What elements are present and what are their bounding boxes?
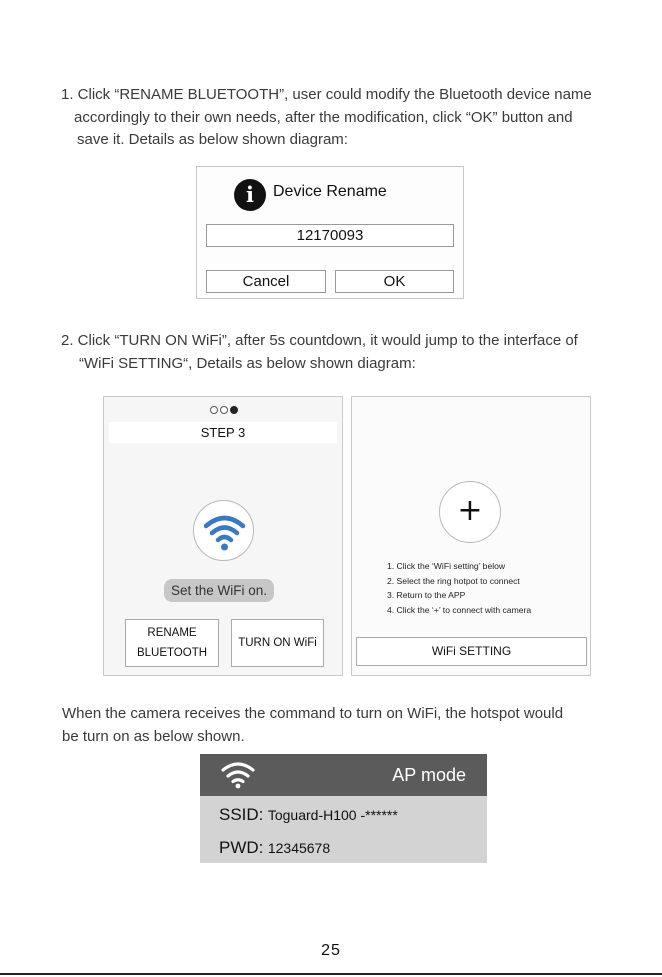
ap-header xyxy=(200,754,487,796)
page-dot-active xyxy=(230,406,238,414)
info-icon: i xyxy=(234,179,266,211)
page-number: 25 xyxy=(321,942,341,959)
ssid-row xyxy=(219,805,398,825)
pwd-row xyxy=(219,838,330,858)
ap-mode-panel xyxy=(200,754,487,863)
page-dot xyxy=(210,406,218,414)
cancel-button[interactable]: Cancel xyxy=(206,270,326,293)
paragraph-line: 1. Click “RENAME BLUETOOTH”, user could modify the Bluetooth device name xyxy=(61,86,592,103)
ssid-label: SSID: xyxy=(219,805,264,824)
list-item: 4. Click the ‘+’ to connect with camera xyxy=(387,604,532,615)
list-item: 2. Select the ring hotpot to connect xyxy=(387,575,520,586)
ok-button[interactable]: OK xyxy=(335,270,454,293)
step3-screen xyxy=(103,396,343,676)
rename-bluetooth-button[interactable] xyxy=(125,619,219,667)
device-name-field[interactable]: 12170093 xyxy=(206,224,454,247)
page-indicator xyxy=(210,405,240,415)
list-item: 3. Return to the APP xyxy=(387,590,466,600)
wifi-icon-graphic xyxy=(194,501,255,562)
step-title: STEP 3 xyxy=(109,422,337,443)
turn-on-wifi-button[interactable]: TURN ON WiFi xyxy=(231,619,324,667)
paragraph-line: When the camera receives the command to turn on WiFi, the hotspot would xyxy=(62,705,564,722)
instruction-paragraph-1 xyxy=(61,84,592,152)
dialog-title: Device Rename xyxy=(273,183,387,200)
ssid-value: Toguard-H100 -****** xyxy=(267,807,398,823)
bottom-divider xyxy=(0,973,662,975)
instruction-paragraph-2 xyxy=(61,330,578,375)
wifi-setting-screen xyxy=(351,396,591,676)
button-label: RENAME xyxy=(147,627,197,639)
wifi-setting-button[interactable]: WiFi SETTING xyxy=(356,637,587,666)
page-dot xyxy=(220,406,228,414)
device-rename-dialog xyxy=(196,166,464,299)
ap-mode-title: AP mode xyxy=(392,765,466,785)
status-pill: Set the WiFi on. xyxy=(164,579,274,602)
pwd-value: 12345678 xyxy=(267,840,331,856)
connect-steps-list xyxy=(387,559,531,617)
paragraph-line: be turn on as below shown. xyxy=(62,727,245,745)
list-item: 1. Click the ‘WiFi setting’ below xyxy=(387,561,506,571)
wifi-icon[interactable] xyxy=(193,500,254,561)
paragraph-line: accordingly to their own needs, after the modification, click “OK” button and xyxy=(74,108,573,126)
instruction-paragraph-3 xyxy=(62,703,563,748)
paragraph-line: “WiFi SETTING“, Details as below shown diagram: xyxy=(79,354,416,372)
paragraph-line: 2. Click “TURN ON WiFi”, after 5s countdown, it would jump to the interface of xyxy=(61,332,578,349)
button-label: BLUETOOTH xyxy=(136,647,208,659)
wifi-icon xyxy=(220,759,256,789)
pwd-label: PWD: xyxy=(219,838,264,857)
paragraph-line: save it. Details as below shown diagram: xyxy=(77,131,348,148)
plus-icon[interactable]: + xyxy=(439,481,501,543)
